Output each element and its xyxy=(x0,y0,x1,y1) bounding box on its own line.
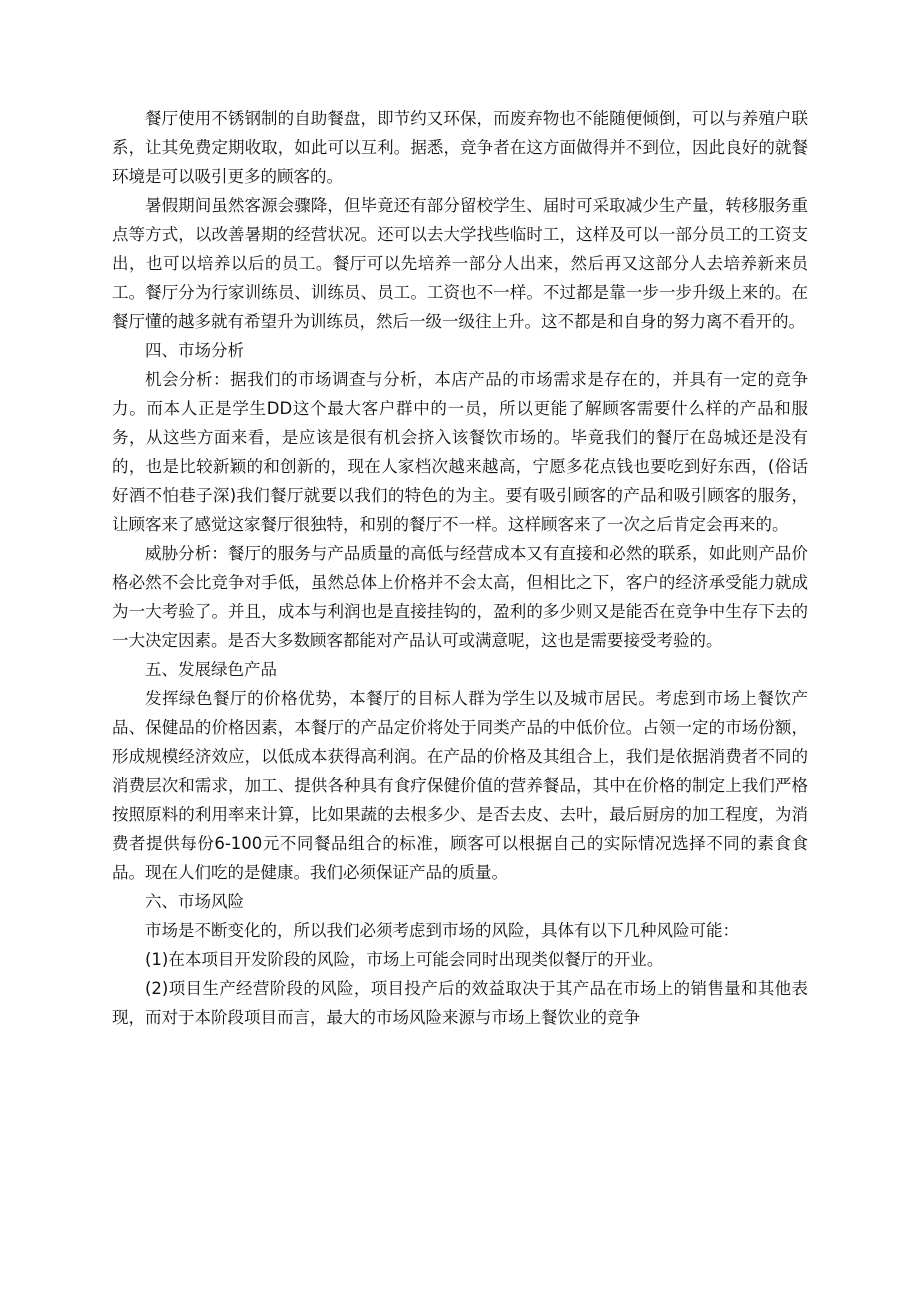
document-page xyxy=(112,104,808,1032)
paragraph-opportunity: 机会分析：据我们的市场调查与分析，本店产品的市场需求是存在的，并具有一定的竞争力。而本人正是学生DD这个最大客户群中的一员，所以更能了解顾客需要什么样的产品和服务，从这些方面来看，是应该是很有机会挤入该餐饮市场的。毕竟我们的餐厅在岛城还是没有的，也是比较新颖的和创新的，现在人家档次越来越高，宁愿多花点钱也要吃到好东西，(俗话好酒不怕巷子深)我们餐厅就要以我们的特色的为主。要有吸引顾客的产品和吸引顾客的服务，让顾客来了感觉这家餐厅很独特，和别的餐厅不一样。这样顾客来了一次之后肯定会再来的。 xyxy=(112,370,808,534)
section-heading-market-analysis: 四、市场分析 xyxy=(145,341,244,360)
paragraph-green-pricing: 发挥绿色餐厅的价格优势，本餐厅的目标人群为学生以及城市居民。考虑到市场上餐饮产品、保健品的价格因素，本餐厅的产品定价将处于同类产品的中低价位。占领一定的市场份额，形成规模经济效应，以低成本获得高利润。在产品的价格及其组合上，我们是依据消费者不同的消费层次和需求，加工、提供各种具有食疗保健价值的营养餐品，其中在价格的制定上我们严格按照原料的利用率来计算，比如果蔬的去根多少、是否去皮、去叶，最后厨房的加工程度，为消费者提供每份6-100元不同餐品组合的标准，顾客可以根据自己的实际情况选择不同的素食食品。现在人们吃的是健康。我们必须保证产品的质量。 xyxy=(112,689,808,882)
paragraph-summer: 暑假期间虽然客源会骤降，但毕竟还有部分留校学生、届时可采取减少生产量，转移服务重点等方式，以改善暑期的经营状况。还可以去大学找些临时工，这样及可以一部分员工的工资支出，也可以培养以后的员工。餐厅可以先培养一部分人出来，然后再又这部分人去培养新来员工。餐厅分为行家训练员、训练员、员工。工资也不一样。不过都是靠一步一步升级上来的。在餐厅懂的越多就有希望升为训练员，然后一级一级往上升。这不都是和自身的努力离不看开的。 xyxy=(112,196,808,331)
paragraph-threat: 威胁分析：餐厅的服务与产品质量的高低与经营成本又有直接和必然的联系，如此则产品价格必然不会比竞争对手低，虽然总体上价格并不会太高，但相比之下，客户的经济承受能力就成为一大考验了。并且，成本与利润也是直接挂钩的，盈利的多少则又是能否在竞争中生存下去的一大决定因素。是否大多数顾客都能对产品认可或满意呢，这也是需要接受考验的。 xyxy=(112,544,808,650)
section-heading-market-risk: 六、市场风险 xyxy=(145,892,244,911)
paragraph-risk-intro: 市场是不断变化的，所以我们必须考虑到市场的风险，具体有以下几种风险可能： xyxy=(145,921,739,940)
paragraph-risk-item-1: (1)在本项目开发阶段的风险，市场上可能会同时出现类似餐厅的开业。 xyxy=(145,950,664,969)
paragraph-hygiene: 餐厅使用不锈钢制的自助餐盘，即节约又环保，而废弃物也不能随便倾倒，可以与养殖户联系，让其免费定期收取，如此可以互利。据悉，竞争者在这方面做得并不到位，因此良好的就餐环境是可以吸引更多的顾客的。 xyxy=(112,109,808,186)
section-heading-green-products: 五、发展绿色产品 xyxy=(145,660,277,679)
paragraph-risk-item-2: (2)项目生产经营阶段的风险，项目投产后的效益取决于其产品在市场上的销售量和其他表现，而对于本阶段项目而言，最大的市场风险来源与市场上餐饮业的竞争 xyxy=(112,979,808,1027)
